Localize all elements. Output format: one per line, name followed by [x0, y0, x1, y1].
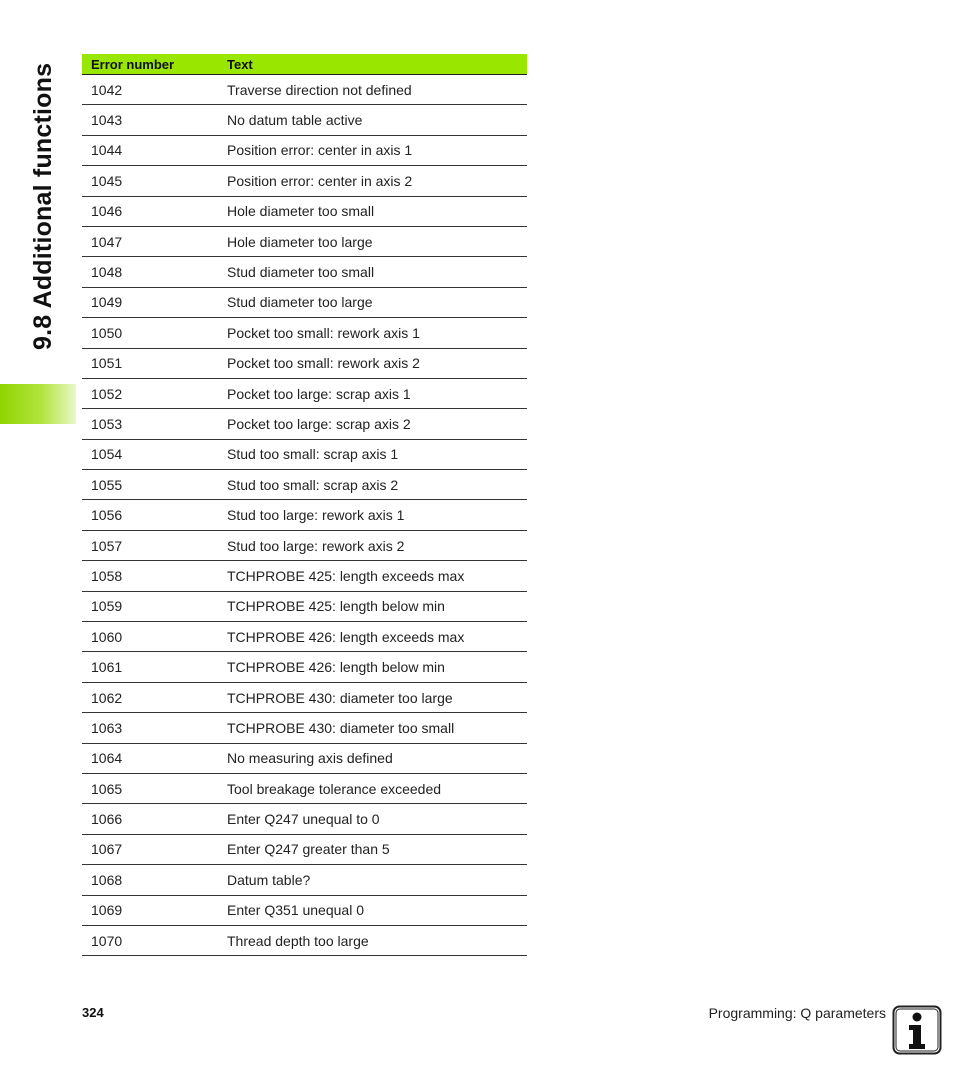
info-icon: [892, 1005, 942, 1055]
error-text-cell: Stud diameter too small: [218, 257, 527, 287]
error-text-cell: Position error: center in axis 1: [218, 135, 527, 165]
error-number-cell: 1042: [82, 75, 218, 105]
table-row: [82, 257, 527, 287]
table-row: [82, 500, 527, 530]
error-text-cell: Tool breakage tolerance exceeded: [218, 773, 527, 803]
error-number-cell: 1054: [82, 439, 218, 469]
table-row: [82, 925, 527, 955]
table-row: [82, 622, 527, 652]
table-row: [82, 287, 527, 317]
error-text-cell: Stud too small: scrap axis 2: [218, 470, 527, 500]
error-number-cell: 1047: [82, 226, 218, 256]
error-number-cell: 1060: [82, 622, 218, 652]
error-text-cell: Position error: center in axis 2: [218, 166, 527, 196]
error-number-cell: 1065: [82, 773, 218, 803]
error-number-cell: 1068: [82, 865, 218, 895]
error-text-cell: TCHPROBE 430: diameter too large: [218, 682, 527, 712]
error-text-cell: Enter Q351 unequal 0: [218, 895, 527, 925]
error-text-cell: TCHPROBE 426: length exceeds max: [218, 622, 527, 652]
table-header-row: [82, 54, 527, 75]
error-number-cell: 1052: [82, 378, 218, 408]
error-number-cell: 1055: [82, 470, 218, 500]
header-error-number: Error number: [82, 54, 218, 75]
error-number-cell: 1057: [82, 530, 218, 560]
table-row: [82, 713, 527, 743]
error-text-cell: TCHPROBE 425: length exceeds max: [218, 561, 527, 591]
error-text-cell: Pocket too large: scrap axis 1: [218, 378, 527, 408]
error-number-cell: 1070: [82, 925, 218, 955]
table-row: [82, 834, 527, 864]
section-title: 9.8 Additional functions: [29, 62, 57, 350]
table-row: [82, 135, 527, 165]
error-number-cell: 1049: [82, 287, 218, 317]
error-text-cell: No datum table active: [218, 105, 527, 135]
error-text-cell: Enter Q247 greater than 5: [218, 834, 527, 864]
table-row: [82, 226, 527, 256]
error-number-cell: 1066: [82, 804, 218, 834]
table-row: [82, 378, 527, 408]
error-text-cell: Hole diameter too large: [218, 226, 527, 256]
table-row: [82, 409, 527, 439]
chapter-tab-marker: [0, 384, 76, 424]
error-text-cell: Traverse direction not defined: [218, 75, 527, 105]
table-row: [82, 470, 527, 500]
error-number-cell: 1051: [82, 348, 218, 378]
table-row: [82, 865, 527, 895]
error-text-cell: Stud too large: rework axis 1: [218, 500, 527, 530]
error-number-cell: 1064: [82, 743, 218, 773]
table-row: [82, 75, 527, 105]
error-text-cell: Stud diameter too large: [218, 287, 527, 317]
error-text-cell: TCHPROBE 426: length below min: [218, 652, 527, 682]
error-text-cell: TCHPROBE 425: length below min: [218, 591, 527, 621]
error-number-cell: 1046: [82, 196, 218, 226]
page-number: 324: [82, 1005, 104, 1020]
error-number-cell: 1053: [82, 409, 218, 439]
error-number-cell: 1048: [82, 257, 218, 287]
error-number-cell: 1063: [82, 713, 218, 743]
table-row: [82, 895, 527, 925]
error-text-cell: Enter Q247 unequal to 0: [218, 804, 527, 834]
error-number-cell: 1058: [82, 561, 218, 591]
table-body: [82, 75, 527, 956]
error-text-cell: Hole diameter too small: [218, 196, 527, 226]
error-text-cell: Stud too small: scrap axis 1: [218, 439, 527, 469]
error-number-cell: 1043: [82, 105, 218, 135]
table-row: [82, 804, 527, 834]
table-row: [82, 682, 527, 712]
table-row: [82, 348, 527, 378]
error-number-cell: 1061: [82, 652, 218, 682]
chapter-footer: Programming: Q parameters: [708, 1005, 886, 1021]
error-text-cell: TCHPROBE 430: diameter too small: [218, 713, 527, 743]
header-text: Text: [218, 54, 527, 75]
error-number-cell: 1044: [82, 135, 218, 165]
error-number-cell: 1067: [82, 834, 218, 864]
table-row: [82, 591, 527, 621]
table-row: [82, 773, 527, 803]
error-number-cell: 1069: [82, 895, 218, 925]
error-text-cell: Thread depth too large: [218, 925, 527, 955]
table-row: [82, 530, 527, 560]
error-number-cell: 1056: [82, 500, 218, 530]
error-number-cell: 1050: [82, 318, 218, 348]
error-text-cell: No measuring axis defined: [218, 743, 527, 773]
table-row: [82, 561, 527, 591]
table-row: [82, 318, 527, 348]
error-text-cell: Pocket too small: rework axis 2: [218, 348, 527, 378]
table-row: [82, 652, 527, 682]
error-table: [82, 54, 527, 956]
error-number-cell: 1045: [82, 166, 218, 196]
table-row: [82, 105, 527, 135]
table-row: [82, 743, 527, 773]
table-row: [82, 196, 527, 226]
error-text-cell: Stud too large: rework axis 2: [218, 530, 527, 560]
table-row: [82, 166, 527, 196]
error-text-cell: Datum table?: [218, 865, 527, 895]
error-text-cell: Pocket too large: scrap axis 2: [218, 409, 527, 439]
error-number-cell: 1062: [82, 682, 218, 712]
error-number-cell: 1059: [82, 591, 218, 621]
table-row: [82, 439, 527, 469]
error-text-cell: Pocket too small: rework axis 1: [218, 318, 527, 348]
